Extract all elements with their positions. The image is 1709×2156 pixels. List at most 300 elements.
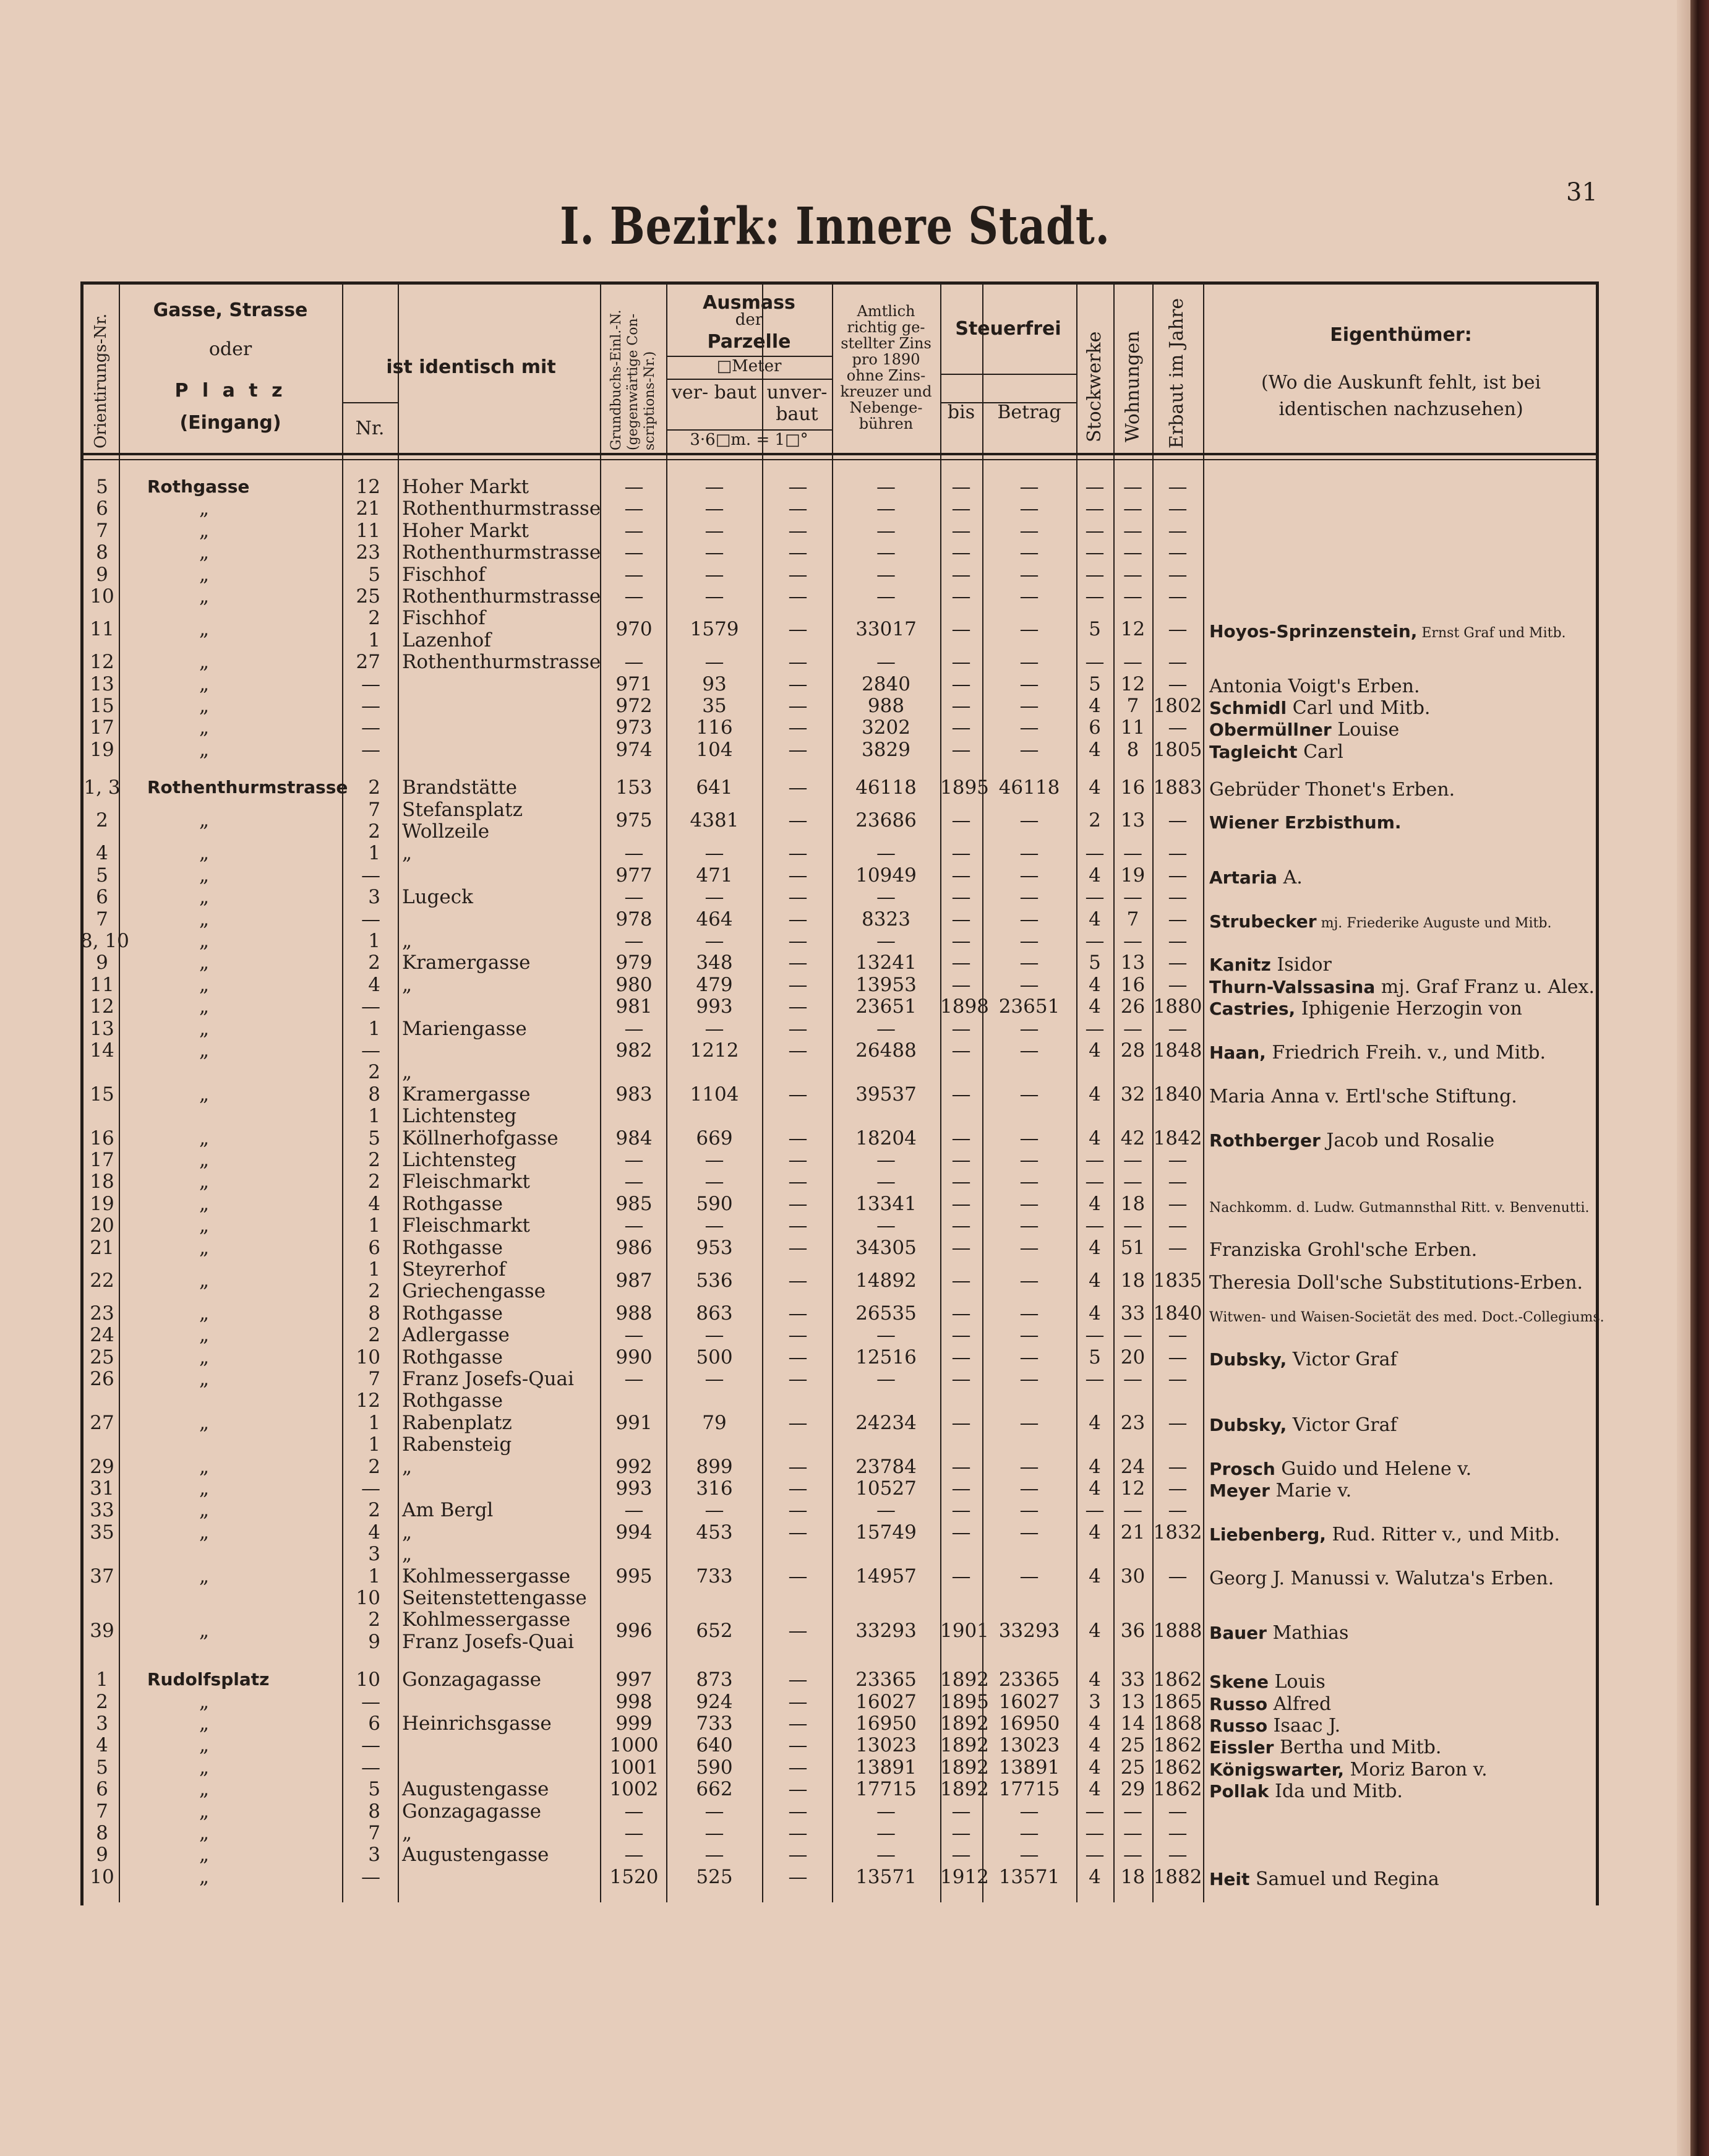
cell-unverb: — bbox=[788, 1712, 808, 1735]
cell-erbaut: — bbox=[1168, 842, 1188, 865]
owner-surname: Russo bbox=[1209, 1716, 1268, 1736]
cell-unverb: — bbox=[788, 1620, 808, 1643]
cell-wohn: 16 bbox=[1120, 973, 1146, 996]
identisch-nr: 4 bbox=[368, 1192, 380, 1215]
street-name: „ bbox=[199, 809, 210, 832]
street-name: „ bbox=[199, 1302, 210, 1325]
cell-bis: — bbox=[951, 476, 971, 498]
cell-stock: — bbox=[1085, 1844, 1105, 1866]
street-name: „ bbox=[199, 585, 210, 608]
cell-verb: 479 bbox=[696, 973, 733, 996]
cell-bis: — bbox=[951, 842, 971, 865]
cell-bis: — bbox=[951, 809, 971, 832]
cell-wohn: 33 bbox=[1120, 1302, 1146, 1325]
hdr-identisch: ist identisch mit bbox=[386, 356, 556, 378]
cell-betrag: — bbox=[1019, 951, 1039, 974]
cell-erbaut: — bbox=[1168, 1477, 1188, 1500]
cell-bis: — bbox=[951, 497, 971, 520]
header-divider bbox=[80, 453, 1599, 460]
cell-betrag: — bbox=[1019, 1565, 1039, 1587]
cell-grund: 987 bbox=[615, 1269, 653, 1292]
identisch-nr: 2 bbox=[368, 1170, 380, 1193]
cell-stock: — bbox=[1085, 519, 1105, 542]
owner-text: Antonia Voigt's Erben. bbox=[1209, 675, 1420, 697]
cell-betrag: — bbox=[1019, 1269, 1039, 1292]
cell-zins: — bbox=[876, 497, 896, 520]
identisch-nr: 2 bbox=[368, 1324, 380, 1347]
cell-stock: 4 bbox=[1089, 1756, 1101, 1779]
cell-grund: 980 bbox=[615, 973, 653, 996]
hdr-zins-4: pro 1890 bbox=[852, 351, 920, 368]
cell-betrag: — bbox=[1019, 886, 1039, 909]
cell-bis: — bbox=[951, 1302, 971, 1325]
orientierungs-nr: 12 bbox=[90, 651, 114, 674]
cell-unverb: — bbox=[788, 1149, 808, 1171]
identisch-nr: 1 bbox=[368, 1258, 380, 1281]
hdr-steuerfrei: Steuerfrei bbox=[955, 318, 1061, 340]
cell-wohn: 18 bbox=[1120, 1269, 1146, 1292]
cell-zins: 39537 bbox=[855, 1083, 917, 1106]
cell-unverb: — bbox=[788, 1865, 808, 1888]
street-name: „ bbox=[199, 1214, 210, 1237]
cell-bis: — bbox=[951, 1455, 971, 1478]
cell-zins: 16950 bbox=[855, 1712, 917, 1735]
orientierungs-nr: 9 bbox=[96, 951, 108, 974]
owner-text: Jacob und Rosalie bbox=[1320, 1129, 1495, 1151]
cell-betrag: — bbox=[1019, 1192, 1039, 1215]
cell-zins: 13023 bbox=[855, 1734, 917, 1757]
owner bbox=[1209, 1273, 1596, 1294]
cell-grund: 1520 bbox=[609, 1865, 659, 1888]
cell-erbaut: 1802 bbox=[1153, 695, 1202, 717]
cell-betrag: — bbox=[1019, 1149, 1039, 1171]
cell-grund: — bbox=[624, 1017, 644, 1040]
cell-erbaut: — bbox=[1168, 585, 1188, 608]
cell-grund: 979 bbox=[615, 951, 653, 974]
cell-bis: — bbox=[951, 541, 971, 564]
identisch-name: Adlergasse bbox=[402, 1324, 510, 1347]
cell-bis: — bbox=[951, 886, 971, 909]
cell-unverb: — bbox=[788, 585, 808, 608]
hdr-verbaut: ver- baut bbox=[671, 382, 757, 403]
identisch-name: Fleischmarkt bbox=[402, 1214, 530, 1237]
owner-surname: Schmidl bbox=[1209, 698, 1287, 718]
owner bbox=[1209, 977, 1596, 998]
identisch-name: Brandstätte bbox=[402, 776, 517, 799]
identisch-name: Kramergasse bbox=[402, 951, 531, 974]
owner-text: Louise bbox=[1331, 719, 1400, 741]
street-name: „ bbox=[199, 930, 210, 952]
cell-wohn: 32 bbox=[1120, 1083, 1146, 1106]
street-name: „ bbox=[199, 716, 210, 739]
owner-text: Moriz Baron v. bbox=[1343, 1758, 1488, 1780]
cell-erbaut: — bbox=[1168, 886, 1188, 909]
cell-wohn: — bbox=[1123, 1214, 1142, 1237]
owner-text: Alfred bbox=[1267, 1693, 1332, 1715]
cell-verb: — bbox=[705, 1170, 724, 1193]
ausmass-rule bbox=[666, 379, 832, 380]
cell-betrag: — bbox=[1019, 738, 1039, 761]
identisch-name: Wollzeile bbox=[402, 820, 490, 843]
cell-bis: — bbox=[951, 618, 971, 641]
cell-betrag: — bbox=[1019, 1039, 1039, 1062]
street-name: „ bbox=[199, 1192, 210, 1215]
orientierungs-nr: 15 bbox=[90, 695, 114, 717]
cell-zins: 10527 bbox=[855, 1477, 917, 1500]
cell-betrag: — bbox=[1019, 1214, 1039, 1237]
identisch-nr: 21 bbox=[356, 497, 380, 520]
identisch-name: Gonzagagasse bbox=[402, 1800, 542, 1823]
cell-zins: — bbox=[876, 1324, 896, 1347]
hdr-bis: bis bbox=[947, 402, 975, 423]
orientierungs-nr: 14 bbox=[90, 1039, 114, 1062]
cell-erbaut: 1848 bbox=[1153, 1039, 1202, 1062]
cell-verb: 662 bbox=[696, 1778, 733, 1801]
cell-bis: — bbox=[951, 1192, 971, 1215]
cell-unverb: — bbox=[788, 1127, 808, 1149]
cell-zins: 24234 bbox=[855, 1411, 917, 1434]
identisch-nr: 3 bbox=[368, 1844, 380, 1866]
cell-verb: 116 bbox=[696, 716, 733, 739]
cell-zins: — bbox=[876, 842, 896, 865]
orientierungs-nr: 3 bbox=[96, 1712, 108, 1735]
street-name: „ bbox=[199, 1521, 210, 1544]
cell-stock: — bbox=[1085, 585, 1105, 608]
identisch-nr: 5 bbox=[368, 563, 380, 586]
cell-wohn: 11 bbox=[1120, 716, 1146, 739]
cell-wohn: 16 bbox=[1120, 776, 1146, 799]
cell-stock: 4 bbox=[1089, 1712, 1101, 1735]
cell-grund: — bbox=[624, 497, 644, 520]
cell-wohn: 14 bbox=[1120, 1712, 1146, 1735]
cell-erbaut: — bbox=[1168, 541, 1188, 564]
cell-unverb: — bbox=[788, 1324, 808, 1347]
owner bbox=[1209, 1196, 1596, 1219]
cell-stock: — bbox=[1085, 541, 1105, 564]
cell-stock: 4 bbox=[1089, 1411, 1101, 1434]
cell-stock: — bbox=[1085, 1368, 1105, 1390]
cell-stock: 4 bbox=[1089, 1620, 1101, 1643]
cell-verb: 993 bbox=[696, 995, 733, 1018]
identisch-name: Rothgasse bbox=[402, 1389, 503, 1412]
cell-erbaut: — bbox=[1168, 1565, 1188, 1587]
cell-verb: 873 bbox=[696, 1669, 733, 1691]
cell-erbaut: — bbox=[1168, 1844, 1188, 1866]
identisch-nr: 6 bbox=[368, 1236, 380, 1259]
cell-verb: 899 bbox=[696, 1455, 733, 1478]
cell-bis: — bbox=[951, 1083, 971, 1106]
cell-stock: 5 bbox=[1089, 951, 1101, 974]
street-name: „ bbox=[199, 1017, 210, 1040]
cell-verb: 93 bbox=[702, 672, 727, 695]
cell-bis: 1892 bbox=[940, 1669, 989, 1691]
owner-surname: Liebenberg, bbox=[1209, 1524, 1326, 1545]
hdr-grundbuch: Grundbuchs-Einl.-N. (gegenwärtige Con- scriptions-Nr.) bbox=[609, 309, 657, 450]
owner-text: mj. Graf Franz u. Alex. bbox=[1375, 976, 1595, 998]
cell-erbaut: 1882 bbox=[1153, 1865, 1202, 1888]
orientierungs-nr: 12 bbox=[90, 995, 114, 1018]
owner bbox=[1209, 955, 1596, 976]
cell-zins: 26535 bbox=[855, 1302, 917, 1325]
owner bbox=[1209, 621, 1596, 644]
cell-zins: — bbox=[876, 651, 896, 674]
cell-erbaut: — bbox=[1168, 1214, 1188, 1237]
identisch-nr: 1 bbox=[368, 1565, 380, 1587]
cell-bis: — bbox=[951, 1236, 971, 1259]
hdr-gasse-4: (Eingang) bbox=[179, 412, 281, 434]
owner-text: Gebrüder Thonet's Erben. bbox=[1209, 779, 1455, 801]
cell-zins: — bbox=[876, 886, 896, 909]
cell-zins: 33293 bbox=[855, 1620, 917, 1643]
cell-bis: — bbox=[951, 1822, 971, 1844]
identisch-name: Lichtensteg bbox=[402, 1105, 517, 1128]
cell-unverb: — bbox=[788, 476, 808, 498]
orientierungs-nr: 6 bbox=[96, 1778, 108, 1801]
owner bbox=[1209, 1781, 1596, 1802]
identisch-nr: 5 bbox=[368, 1127, 380, 1149]
cell-bis: 1892 bbox=[940, 1712, 989, 1735]
steuerfrei-rule bbox=[940, 374, 1076, 375]
orientierungs-nr: 25 bbox=[90, 1346, 114, 1368]
cell-unverb: — bbox=[788, 1521, 808, 1544]
cell-betrag: — bbox=[1019, 930, 1039, 952]
cell-erbaut: — bbox=[1168, 497, 1188, 520]
owner-text: Iphigenie Herzogin von bbox=[1295, 998, 1522, 1020]
identisch-name: Lazenhof bbox=[402, 629, 491, 651]
cell-verb: — bbox=[705, 1844, 724, 1866]
cell-stock: — bbox=[1085, 1149, 1105, 1171]
cell-unverb: — bbox=[788, 1236, 808, 1259]
cell-wohn: 13 bbox=[1120, 951, 1146, 974]
cell-unverb: — bbox=[788, 1017, 808, 1040]
cell-betrag: 33293 bbox=[998, 1620, 1060, 1643]
street-name: „ bbox=[199, 842, 210, 865]
cell-stock: — bbox=[1085, 497, 1105, 520]
cell-erbaut: 1840 bbox=[1153, 1083, 1202, 1106]
identisch-name: „ bbox=[402, 1061, 413, 1084]
identisch-nr: 1 bbox=[368, 1214, 380, 1237]
cell-erbaut: — bbox=[1168, 973, 1188, 996]
cell-betrag: — bbox=[1019, 1844, 1039, 1866]
identisch-nr: 4 bbox=[368, 973, 380, 996]
hdr-unverbaut: unver- baut bbox=[766, 382, 828, 425]
cell-verb: — bbox=[705, 651, 724, 674]
cell-verb: — bbox=[705, 519, 724, 542]
cell-erbaut: — bbox=[1168, 651, 1188, 674]
owner-surname: Kanitz bbox=[1209, 955, 1271, 976]
cell-bis: 1892 bbox=[940, 1778, 989, 1801]
cell-erbaut: 1888 bbox=[1153, 1620, 1202, 1643]
cell-unverb: — bbox=[788, 1565, 808, 1587]
cell-erbaut: — bbox=[1168, 908, 1188, 930]
identisch-name: „ bbox=[402, 842, 413, 865]
cell-zins: — bbox=[876, 1368, 896, 1390]
identisch-nr: 12 bbox=[356, 1389, 380, 1412]
hdr-gasse-3: P l a t z bbox=[174, 380, 286, 402]
cell-unverb: — bbox=[788, 497, 808, 520]
cell-grund: — bbox=[624, 842, 644, 865]
cell-wohn: 25 bbox=[1120, 1756, 1146, 1779]
street-name: „ bbox=[199, 1149, 210, 1171]
cell-zins: 15749 bbox=[855, 1521, 917, 1544]
identisch-nr: 1 bbox=[368, 930, 380, 952]
cell-grund: — bbox=[624, 541, 644, 564]
cell-zins: 18204 bbox=[855, 1127, 917, 1149]
cell-erbaut: — bbox=[1168, 618, 1188, 641]
owner bbox=[1209, 1349, 1596, 1370]
identisch-nr: — bbox=[361, 672, 380, 695]
cell-grund: 1002 bbox=[609, 1778, 659, 1801]
cell-zins: 34305 bbox=[855, 1236, 917, 1259]
cell-betrag: — bbox=[1019, 1800, 1039, 1823]
orientierungs-nr: 23 bbox=[90, 1302, 114, 1325]
identisch-nr: 2 bbox=[368, 776, 380, 799]
owner bbox=[1209, 1568, 1596, 1589]
owner bbox=[1209, 1759, 1596, 1780]
cell-betrag: — bbox=[1019, 1368, 1039, 1390]
cell-grund: — bbox=[624, 1844, 644, 1866]
cell-bis: — bbox=[951, 951, 971, 974]
hdr-erbaut: Erbaut im Jahre bbox=[1166, 298, 1188, 449]
identisch-name: Stefansplatz bbox=[402, 798, 523, 821]
cell-verb: 641 bbox=[696, 776, 733, 799]
identisch-name: Rothenthurmstrasse bbox=[402, 541, 601, 564]
cell-zins: 13891 bbox=[855, 1756, 917, 1779]
street-name: „ bbox=[199, 1822, 210, 1844]
orientierungs-nr: 8 bbox=[96, 541, 108, 564]
cell-erbaut: — bbox=[1168, 1455, 1188, 1478]
orientierungs-nr: 4 bbox=[96, 842, 108, 865]
identisch-nr: 1 bbox=[368, 1411, 380, 1434]
identisch-name: Rothenthurmstrasse bbox=[402, 497, 601, 520]
owner-text: Isaac J. bbox=[1267, 1715, 1341, 1737]
cell-bis: — bbox=[951, 973, 971, 996]
street-name: „ bbox=[199, 695, 210, 717]
orientierungs-nr: 11 bbox=[90, 618, 114, 641]
hdr-ausmass-unit: □Meter bbox=[716, 357, 782, 376]
street-name: „ bbox=[199, 886, 210, 909]
hdr-orientierungs-nr: Orientirungs-Nr. bbox=[92, 313, 110, 449]
owner-note: Ernst Graf und Mitb. bbox=[1417, 625, 1566, 642]
cell-betrag: — bbox=[1019, 1302, 1039, 1325]
cell-stock: 4 bbox=[1089, 776, 1101, 799]
cell-zins: 17715 bbox=[855, 1778, 917, 1801]
cell-verb: — bbox=[705, 1499, 724, 1522]
identisch-nr: 2 bbox=[368, 820, 380, 843]
cell-grund: 985 bbox=[615, 1192, 653, 1215]
cell-stock: — bbox=[1085, 1170, 1105, 1193]
identisch-nr: 2 bbox=[368, 607, 380, 630]
cell-stock: — bbox=[1085, 842, 1105, 865]
cell-stock: 4 bbox=[1089, 1477, 1101, 1500]
identisch-name: Lichtensteg bbox=[402, 1149, 517, 1171]
owner bbox=[1209, 1524, 1596, 1545]
owner-text: Friedrich Freih. v., und Mitb. bbox=[1266, 1042, 1546, 1063]
identisch-nr: 1 bbox=[368, 1433, 380, 1456]
cell-erbaut: 1862 bbox=[1153, 1778, 1202, 1801]
owner-surname: Königswarter, bbox=[1209, 1759, 1344, 1780]
cell-betrag: — bbox=[1019, 695, 1039, 717]
street-name: „ bbox=[199, 1324, 210, 1347]
owner bbox=[1209, 1459, 1596, 1480]
cell-verb: 590 bbox=[696, 1192, 733, 1215]
cell-erbaut: — bbox=[1168, 809, 1188, 832]
cell-betrag: 23651 bbox=[998, 995, 1060, 1018]
cell-zins: 2840 bbox=[862, 672, 910, 695]
cell-wohn: 18 bbox=[1120, 1192, 1146, 1215]
street-name: „ bbox=[199, 1477, 210, 1500]
cell-bis: — bbox=[951, 864, 971, 887]
cell-stock: 5 bbox=[1089, 1346, 1101, 1368]
cell-bis: — bbox=[951, 908, 971, 930]
orientierungs-nr: 8 bbox=[96, 1822, 108, 1844]
cell-betrag: — bbox=[1019, 651, 1039, 674]
hdr-eig-note-2: identischen nachzusehen) bbox=[1279, 398, 1523, 420]
cell-verb: 500 bbox=[696, 1346, 733, 1368]
cell-bis: — bbox=[951, 1127, 971, 1149]
cell-unverb: — bbox=[788, 1039, 808, 1062]
cell-erbaut: — bbox=[1168, 563, 1188, 586]
street-name: „ bbox=[199, 1499, 210, 1522]
identisch-name: Steyrerhof bbox=[402, 1258, 506, 1281]
cell-stock: 4 bbox=[1089, 1565, 1101, 1587]
owner bbox=[1209, 698, 1596, 719]
identisch-nr: 2 bbox=[368, 1499, 380, 1522]
col-rule bbox=[600, 285, 601, 1902]
cell-grund: — bbox=[624, 476, 644, 498]
identisch-nr: 10 bbox=[356, 1587, 380, 1609]
identisch-nr: — bbox=[361, 1734, 380, 1757]
cell-bis: — bbox=[951, 651, 971, 674]
cell-zins: — bbox=[876, 1499, 896, 1522]
page-number: 31 bbox=[1566, 178, 1598, 207]
cell-grund: 991 bbox=[615, 1411, 653, 1434]
cell-verb: 35 bbox=[702, 695, 727, 717]
cell-unverb: — bbox=[788, 842, 808, 865]
cell-betrag: — bbox=[1019, 541, 1039, 564]
owner bbox=[1209, 1305, 1604, 1328]
cell-erbaut: 1835 bbox=[1153, 1269, 1202, 1292]
owner bbox=[1209, 867, 1596, 888]
cell-wohn: 33 bbox=[1120, 1669, 1146, 1691]
cell-erbaut: 1832 bbox=[1153, 1521, 1202, 1544]
owner-note: Witwen- und Waisen-Societät des med. Doct.-Collegiums. bbox=[1209, 1309, 1604, 1325]
street-name: „ bbox=[199, 618, 210, 641]
identisch-nr: 7 bbox=[368, 1822, 380, 1844]
street-name: „ bbox=[199, 1039, 210, 1062]
cell-grund: 984 bbox=[615, 1127, 653, 1149]
identisch-nr: 3 bbox=[368, 886, 380, 909]
cell-wohn: 12 bbox=[1120, 618, 1146, 641]
cell-stock: — bbox=[1085, 1800, 1105, 1823]
cell-erbaut: 1862 bbox=[1153, 1669, 1202, 1691]
identisch-nr: — bbox=[361, 995, 380, 1018]
cell-grund: 153 bbox=[615, 776, 653, 799]
identisch-nr: 10 bbox=[356, 1346, 380, 1368]
cell-wohn: — bbox=[1123, 930, 1142, 952]
orientierungs-nr: 1 bbox=[96, 1669, 108, 1691]
cell-zins: 3829 bbox=[862, 738, 910, 761]
cell-erbaut: — bbox=[1168, 476, 1188, 498]
cell-verb: 1579 bbox=[690, 618, 739, 641]
cell-betrag: — bbox=[1019, 908, 1039, 930]
cell-unverb: — bbox=[788, 886, 808, 909]
owner bbox=[1209, 1415, 1596, 1436]
cell-erbaut: — bbox=[1168, 1346, 1188, 1368]
cell-erbaut: — bbox=[1168, 930, 1188, 952]
col-rule bbox=[762, 285, 763, 1902]
cell-verb: 640 bbox=[696, 1734, 733, 1757]
